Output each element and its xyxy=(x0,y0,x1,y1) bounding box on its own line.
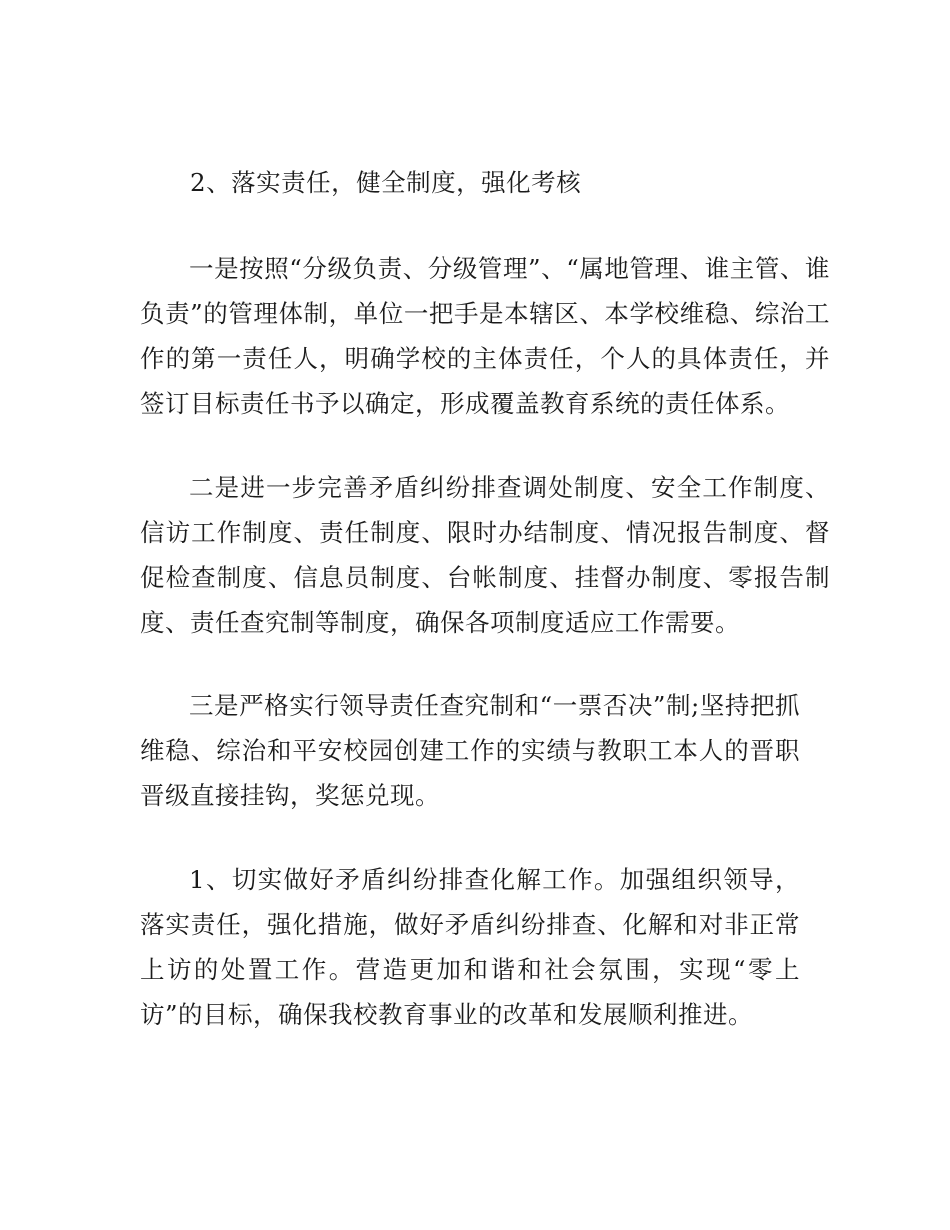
paragraph-responsibility-system: 一是按照“分级负责、分级管理”、“属地管理、谁主管、谁负责”的管理体制，单位一把手是本辖区、本学校维稳、综治工作的第一责任人，明确学校的主体责任，个人的具体责任，并签订目标责任书予以确定，形成覆盖教育系统的责任体系。 xyxy=(140,254,830,418)
paragraph-dispute-resolution: 1、切实做好矛盾纠纷排查化解工作。加强组织领导，落实责任，强化措施，做好矛盾纠纷排查、化解和对非正常上访的处置工作。营造更加和谐和社会氛围，实现“零上访”的目标，确保我校教育事业的改革和发展顺利推进。 xyxy=(140,865,800,1029)
section-heading: 2、落实责任，健全制度，强化考核 xyxy=(190,168,582,197)
paragraph-accountability: 三是严格实行领导责任查究制和“一票否决”制;坚持把抓维稳、综治和平安校园创建工作的实绩与教职工本人的晋职晋级直接挂钩，奖惩兑现。 xyxy=(140,691,800,810)
paragraph-institutional-improvement: 二是进一步完善矛盾纠纷排查调处制度、安全工作制度、信访工作制度、责任制度、限时办结制度、情况报告制度、督促检查制度、信息员制度、台帐制度、挂督办制度、零报告制度、责任查究制等制度，确保各项制度适应工作需要。 xyxy=(140,473,830,637)
